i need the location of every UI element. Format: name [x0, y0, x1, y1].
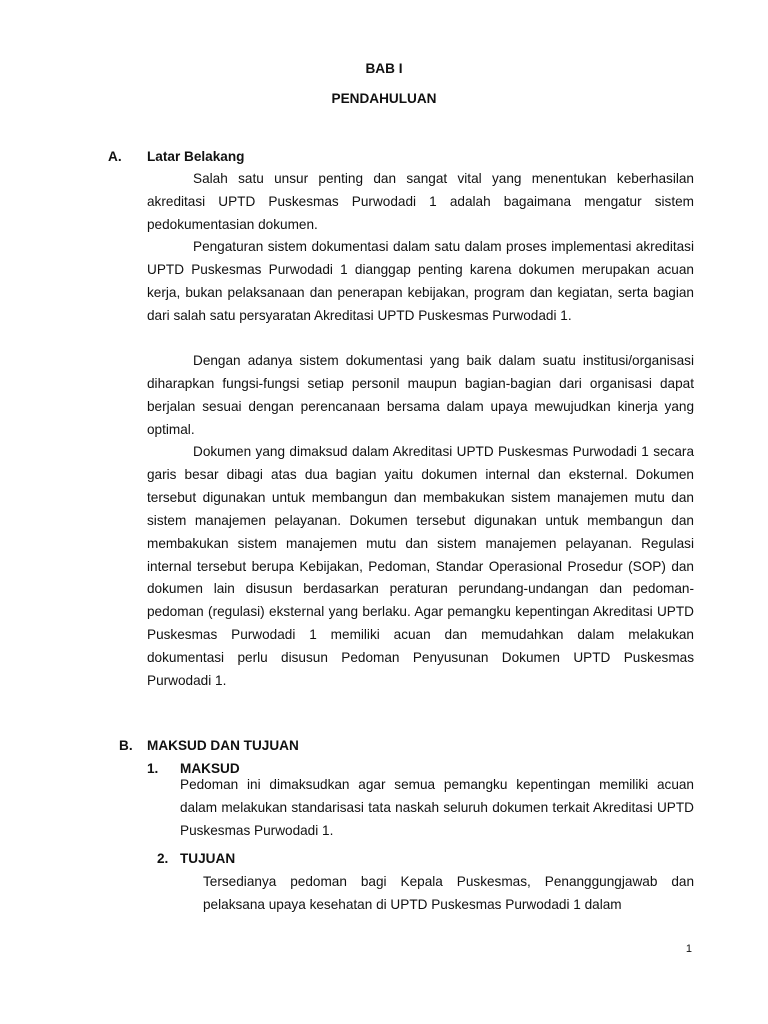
- sub1-text: Pedoman ini dimaksudkan agar semua pemangku kepentingan memiliki acuan dalam melakukan standarisasi tata naskah seluruh dokumen terkait Akreditasi UPTD Puskesmas Purwodadi 1.: [180, 777, 694, 838]
- sub2-number: 2.: [157, 851, 169, 866]
- chapter-title: PENDAHULUAN: [331, 91, 437, 106]
- section-b-letter: B.: [119, 738, 133, 753]
- section-b-title: MAKSUD DAN TUJUAN: [147, 738, 299, 753]
- sub1-number: 1.: [147, 761, 159, 776]
- section-a-paragraph-1: Salah satu unsur penting dan sangat vital yang menentukan keberhasilan akreditasi UPTD Puskesmas Purwodadi 1 adalah bagaimana mengatur sistem pedokumentasian dokumen.: [147, 171, 694, 232]
- sub2-text: Tersedianya pedoman bagi Kepala Puskesmas, Penanggungjawab dan pelaksana upaya kesehatan di UPTD Puskesmas Purwodadi 1 dalam: [203, 874, 694, 912]
- sub1-title: MAKSUD: [180, 761, 240, 776]
- section-a-title: Latar Belakang: [147, 149, 245, 164]
- sub2-title: TUJUAN: [180, 851, 236, 866]
- chapter-label: BAB I: [365, 61, 403, 76]
- section-a-paragraph-4: Dokumen yang dimaksud dalam Akreditasi UPTD Puskesmas Purwodadi 1 secara garis besar dibagi atas dua bagian yaitu dokumen internal dan eksternal. Dokumen tersebut digunakan untuk membangun dan membakukan sistem manajemen mutu dan sistem manajemen pelayanan. Dokumen tersebut digunakan untuk membangun dan membakukan sistem manajemen mutu dan sistem manajemen pelayanan. Regulasi internal tersebut berupa Kebijakan, Pedoman, Standar Operasional Prosedur (SOP) dan dokumen lain disusun berdasarkan peraturan perundang-undangan dan pedoman-pedoman (regulasi) eksternal yang berlaku. Agar pemangku kepentingan Akreditasi UPTD Puskesmas Purwodadi 1 memiliki acuan dan memudahkan dalam melakukan dokumentasi perlu disusun Pedoman Penyusunan Dokumen UPTD Puskesmas Purwodadi 1.: [147, 444, 694, 689]
- section-a-paragraph-3: Dengan adanya sistem dokumentasi yang baik dalam suatu institusi/organisasi diharapkan fungsi-fungsi setiap personil maupun bagian-bagian dari organisasi dapat berjalan sesuai dengan perencanaan bersama dalam upaya mewujudkan kinerja yang optimal.: [147, 353, 694, 437]
- section-a-paragraph-2: Pengaturan sistem dokumentasi dalam satu dalam proses implementasi akreditasi UPTD Puskesmas Purwodadi 1 dianggap penting karena dokumen merupakan acuan kerja, bukan pelaksanaan dan penerapan kebijakan, program dan kegiatan, serta bagian dari salah satu persyaratan Akreditasi UPTD Puskesmas Purwodadi 1.: [147, 239, 694, 323]
- page-number: 1: [685, 943, 692, 955]
- section-a-letter: A.: [108, 149, 122, 164]
